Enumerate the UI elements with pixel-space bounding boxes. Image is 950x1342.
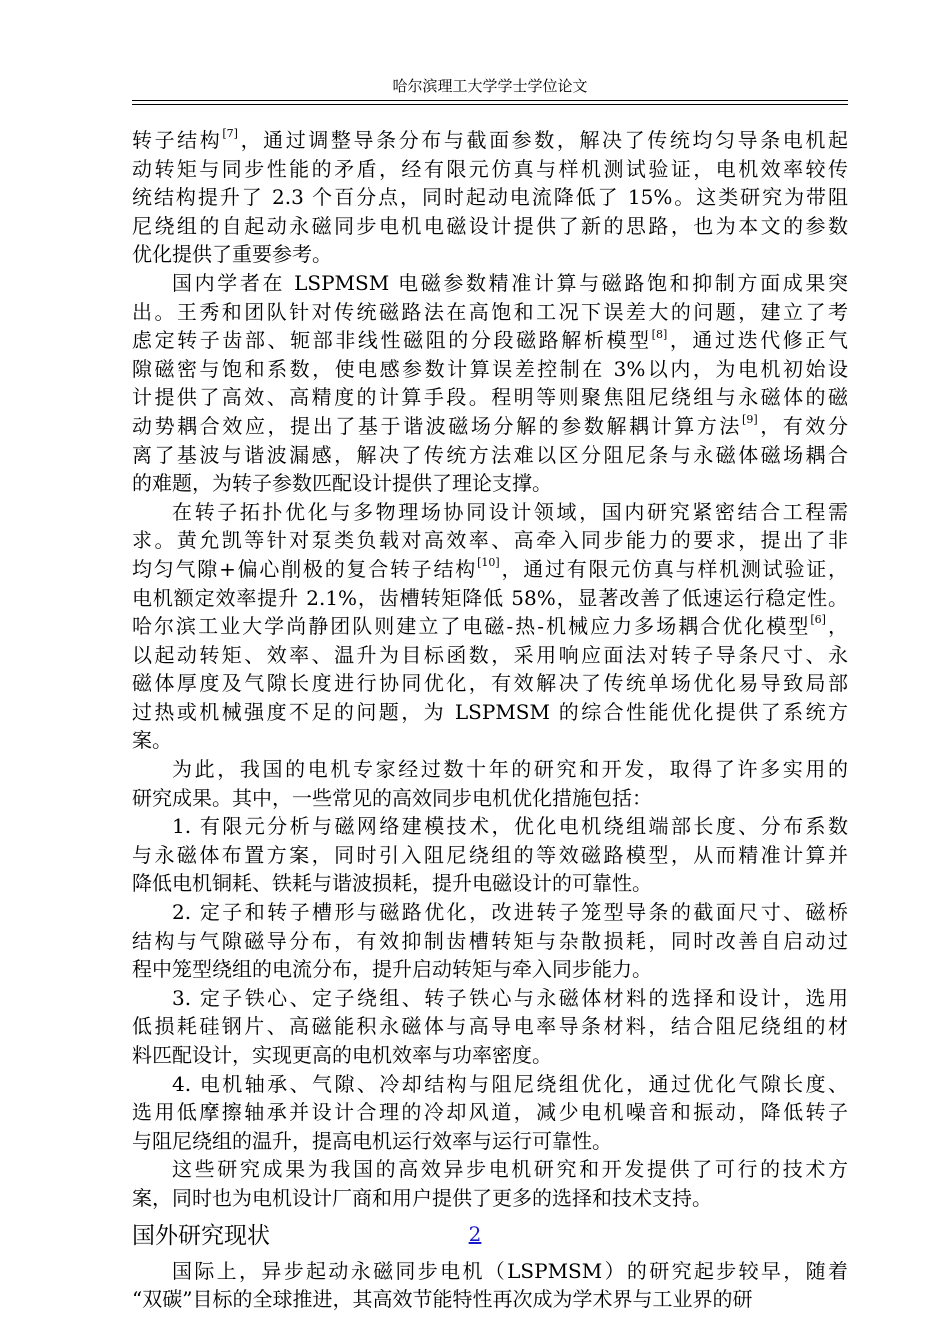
- text-line: [132, 555, 848, 584]
- text-line: [132, 841, 848, 870]
- header-rule-thick: [132, 100, 848, 101]
- text-segment: 为此，我国的电机专家经过数十年的研究和开发，取得了许多实用的: [172, 757, 848, 782]
- text-segment: 电机额定效率提升 2.1%，齿槽转矩降低 58%，显著改善了低速运行稳定性。: [132, 585, 848, 610]
- text-line: [132, 698, 848, 727]
- citation: [8]: [651, 327, 668, 341]
- paragraph: [132, 1155, 848, 1212]
- text-segment: ，通过迭代修正气: [667, 328, 848, 353]
- text-line: [132, 269, 848, 298]
- text-line: [132, 1155, 848, 1184]
- text-segment: 离了基波与谐波漏感，解决了传统方法难以区分阻尼条与永磁体磁场耦合: [132, 442, 848, 467]
- text-segment: 虑定转子齿部、轭部非线性磁阻的分段磁路解析模型: [132, 328, 652, 353]
- text-line: [132, 498, 848, 527]
- text-segment: 选用低摩擦轴承并设计合理的冷却风道，减少电机噪音和振动，降低转子: [132, 1100, 848, 1125]
- paragraph: [132, 812, 848, 898]
- text-line: [132, 1127, 848, 1156]
- text-line: [132, 240, 848, 269]
- citation: [9]: [742, 413, 758, 427]
- text-segment: 在转子拓扑优化与多物理场协同设计领域，国内研究紧密结合工程需: [172, 499, 848, 524]
- text-segment: 低损耗硅钢片、高磁能积永磁体与高导电率导条材料，结合阻尼绕组的材: [132, 1014, 848, 1039]
- text-segment: 转子结构: [132, 128, 223, 152]
- text-line: [132, 126, 848, 155]
- text-line: [132, 669, 848, 698]
- text-line: [132, 1070, 848, 1099]
- text-line: [132, 298, 848, 327]
- text-line: [132, 183, 848, 212]
- text-line: [132, 584, 848, 613]
- text-line: [132, 812, 848, 841]
- paragraph: [132, 1257, 848, 1314]
- text-segment: 统结构提升了 2.3 个百分点，同时起动电流降低了 15%。这类研究为带阻: [132, 185, 848, 210]
- text-line: [132, 869, 848, 898]
- text-line: [132, 1184, 848, 1213]
- text-segment: 3. 定子铁心、定子绕组、转子铁心与永磁体材料的选择和设计，选用: [172, 985, 848, 1010]
- text-segment: 动转矩与同步性能的矛盾，经有限元仿真与样机测试验证，电机效率较传: [132, 156, 848, 181]
- text-line: [132, 755, 848, 784]
- text-segment: 出。王秀和团队针对传统磁路法在高饱和工况下误差大的问题，建立了考: [132, 299, 848, 324]
- paragraph: [132, 126, 848, 269]
- body-text: [132, 126, 848, 1314]
- text-segment: ，: [825, 614, 848, 639]
- text-segment: 结构与气隙磁导分布，有效抑制齿槽转矩与杂散损耗，同时改善自启动过: [132, 928, 848, 953]
- text-segment: 均匀气隙+偏心削极的复合转子结构: [132, 556, 478, 581]
- text-line: [132, 1098, 848, 1127]
- text-line: [132, 641, 848, 670]
- text-segment: 案。: [132, 728, 172, 753]
- text-segment: 4. 电机轴承、气隙、冷却结构与阻尼绕组优化，通过优化气隙长度、: [172, 1071, 848, 1096]
- text-segment: 与阻尼绕组的温升，提高电机运行效率与运行可靠性。: [132, 1128, 612, 1153]
- text-segment: 优化提供了重要参考。: [132, 242, 332, 267]
- paragraph: [132, 755, 848, 812]
- page-number[interactable]: 2: [468, 1222, 482, 1246]
- text-line: [132, 1285, 848, 1314]
- text-segment: 尼绕组的自起动永磁同步电机电磁设计提供了新的思路，也为本文的参数: [132, 213, 848, 238]
- text-segment: 过热或机械强度不足的问题，为 LSPMSM 的综合性能优化提供了系统方: [132, 699, 848, 724]
- text-segment: 案，同时也为电机设计厂商和用户提供了更多的选择和技术支持。: [132, 1185, 712, 1210]
- text-segment: 降低电机铜耗、铁耗与谐波损耗，提升电磁设计的可靠性。: [132, 871, 652, 896]
- text-segment: ，通过调整导条分布与截面参数，解决了传统均匀导条电机起: [237, 128, 848, 152]
- text-segment: 料匹配设计，实现更高的电机效率与功率密度。: [132, 1043, 552, 1067]
- text-segment: 隙磁密与饱和系数，使电感参数计算误差控制在 3%以内，为电机初始设: [132, 356, 848, 381]
- text-line: [132, 1257, 848, 1286]
- text-segment: ，有效分: [757, 413, 848, 438]
- section-heading: 国外研究现状: [132, 1222, 270, 1249]
- text-line: [132, 898, 848, 927]
- text-segment: 哈尔滨工业大学尚静团队则建立了电磁-热-机械应力多场耦合优化模型: [132, 614, 811, 639]
- text-segment: 的难题，为转子参数匹配设计提供了理论支撑。: [132, 471, 552, 496]
- header-rule-thin: [132, 104, 848, 105]
- text-segment: “双碳”目标的全球推进，其高效节能特性再次成为学术界与工业界的研: [132, 1287, 753, 1312]
- text-line: [132, 927, 848, 956]
- text-line: [132, 469, 848, 498]
- text-line: [132, 1041, 848, 1070]
- text-line: [132, 441, 848, 470]
- text-segment: 求。黄允凯等针对泵类负载对高效率、高牵入同步能力的要求，提出了非: [132, 528, 848, 553]
- text-segment: 以起动转矩、效率、温升为目标函数，采用响应面法对转子导条尺寸、永: [132, 642, 848, 667]
- text-line: [132, 155, 848, 184]
- text-segment: 程中笼型绕组的电流分布，提升启动转矩与牵入同步能力。: [132, 957, 652, 982]
- paragraph: [132, 1070, 848, 1156]
- text-segment: 计提供了高效、高精度的计算手段。程明等则聚焦阻尼绕组与永磁体的磁: [132, 385, 848, 410]
- text-line: [132, 326, 848, 355]
- text-segment: 国内学者在 LSPMSM 电磁参数精准计算与磁路饱和抑制方面成果突: [172, 270, 848, 295]
- running-header: 哈尔滨理工大学学士学位论文: [392, 77, 588, 95]
- citation: [6]: [810, 613, 826, 627]
- text-line: [132, 784, 848, 813]
- paragraph: [132, 498, 848, 755]
- text-line: [132, 612, 848, 641]
- text-line: [132, 526, 848, 555]
- text-segment: ，通过有限元仿真与样机测试验证，: [499, 556, 848, 581]
- text-segment: 这些研究成果为我国的高效异步电机研究和开发提供了可行的技术方: [172, 1157, 848, 1182]
- text-line: [132, 355, 848, 384]
- citation: [10]: [477, 556, 500, 570]
- text-line: [132, 412, 848, 441]
- paragraph: [132, 898, 848, 984]
- citation: [7]: [222, 127, 238, 141]
- paragraph: [132, 984, 848, 1070]
- text-line: [132, 212, 848, 241]
- text-segment: 与永磁体布置方案，同时引入阻尼绕组的等效磁路模型，从而精准计算并: [132, 842, 848, 867]
- text-segment: 2. 定子和转子槽形与磁路优化，改进转子笼型导条的截面尺寸、磁桥: [172, 900, 848, 925]
- text-segment: 国际上，异步起动永磁同步电机（LSPMSM）的研究起步较早，随着: [172, 1258, 848, 1283]
- text-line: [132, 984, 848, 1013]
- paragraph: [132, 269, 848, 498]
- text-line: [132, 383, 848, 412]
- text-line: [132, 955, 848, 984]
- text-segment: 1. 有限元分析与磁网络建模技术，优化电机绕组端部长度、分布系数: [172, 814, 848, 839]
- text-segment: 研究成果。其中，一些常见的高效同步电机优化措施包括：: [132, 785, 652, 810]
- text-line: [132, 1012, 848, 1041]
- text-line: [132, 726, 848, 755]
- text-segment: 磁体厚度及气隙长度进行协同优化，有效解决了传统单场优化易导致局部: [132, 671, 848, 696]
- text-segment: 动势耦合效应，提出了基于谐波磁场分解的参数解耦计算方法: [132, 413, 743, 438]
